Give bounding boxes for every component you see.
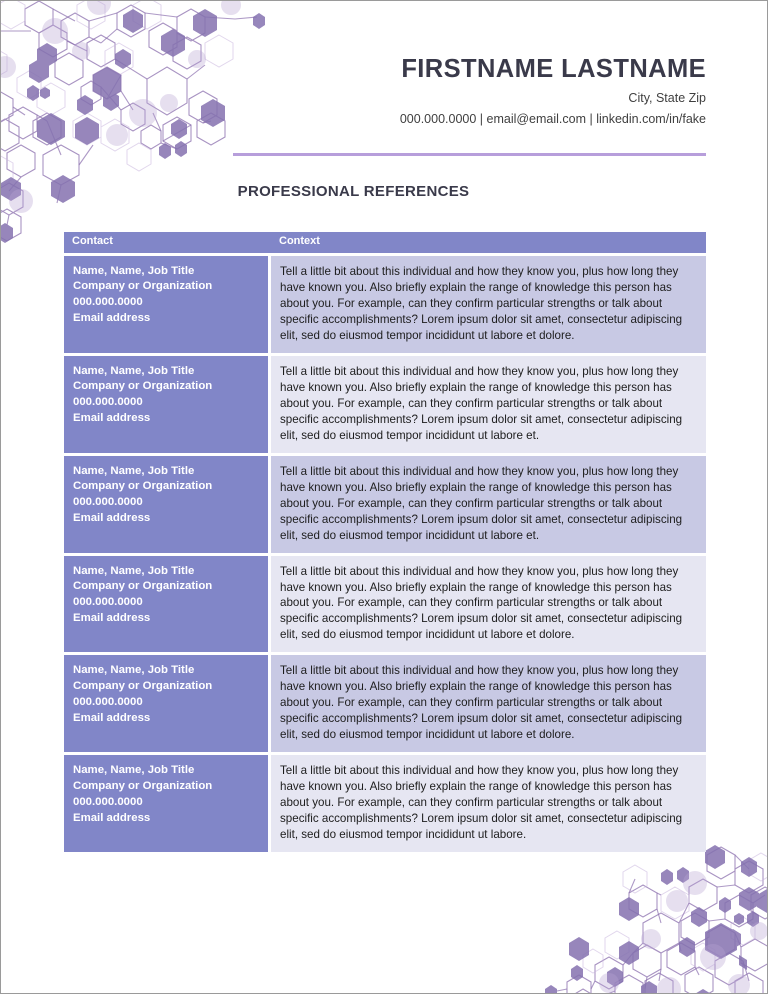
reference-contact-cell bbox=[64, 353, 271, 453]
reference-company: Company or Organization bbox=[73, 480, 213, 493]
table-row bbox=[64, 652, 706, 752]
table-row bbox=[64, 353, 706, 453]
reference-company: Company or Organization bbox=[73, 280, 213, 293]
table-row bbox=[64, 253, 706, 353]
reference-email: Email address bbox=[73, 611, 151, 624]
reference-phone: 000.000.0000 bbox=[73, 595, 143, 608]
reference-phone: 000.000.0000 bbox=[73, 496, 143, 509]
reference-name-title: Name, Name, Job Title bbox=[73, 764, 195, 777]
reference-company: Company or Organization bbox=[73, 580, 213, 593]
reference-phone: 000.000.0000 bbox=[73, 795, 143, 808]
reference-contact-cell bbox=[64, 652, 271, 752]
reference-contact-cell bbox=[64, 253, 271, 353]
column-header-context: Context bbox=[271, 232, 706, 253]
reference-name-title: Name, Name, Job Title bbox=[73, 464, 195, 477]
reference-phone: 000.000.0000 bbox=[73, 296, 143, 309]
table-header-row bbox=[64, 232, 706, 253]
reference-contact-cell bbox=[64, 553, 271, 653]
reference-context-cell: Tell a little bit about this individual and how they know you, plus how long they have known you. Also briefly explain the range of knowledge this person has about you. For example, can they confirm particular strengths or talk about specific accomplishments? Lorem ipsum dolor sit amet, consectetur adipiscing elit, sed do eiusmod tempor incididunt ut labore. bbox=[271, 752, 706, 852]
reference-name-title: Name, Name, Job Title bbox=[73, 264, 195, 277]
reference-contact-cell bbox=[64, 453, 271, 553]
reference-name-title: Name, Name, Job Title bbox=[73, 364, 195, 377]
page-title: FIRSTNAME LASTNAME bbox=[401, 55, 706, 83]
references-table bbox=[64, 232, 706, 852]
table-row bbox=[64, 752, 706, 852]
table-row bbox=[64, 453, 706, 553]
reference-context-cell: Tell a little bit about this individual and how they know you, plus how long they have known you. Also briefly explain the range of knowledge this person has about you. For example, can they confirm particular strengths or talk about specific accomplishments? Lorem ipsum dolor sit amet, consectetur adipiscing elit, sed do eiusmod tempor incididunt ut labore et dolore. bbox=[271, 652, 706, 752]
header-divider-rule bbox=[233, 153, 706, 156]
reference-email: Email address bbox=[73, 511, 151, 524]
reference-email: Email address bbox=[73, 711, 151, 724]
reference-company: Company or Organization bbox=[73, 780, 213, 793]
table-row bbox=[64, 553, 706, 653]
reference-context-cell: Tell a little bit about this individual and how they know you, plus how long they have known you. Also briefly explain the range of knowledge this person has about you. For example, can they confirm particular strengths or talk about specific accomplishments? Lorem ipsum dolor sit amet, consectetur adipiscing elit, sed do eiusmod tempor incididunt ut labore et. bbox=[271, 353, 706, 453]
reference-name-title: Name, Name, Job Title bbox=[73, 564, 195, 577]
section-title: PROFESSIONAL REFERENCES bbox=[237, 183, 470, 200]
reference-company: Company or Organization bbox=[73, 380, 213, 393]
reference-email: Email address bbox=[73, 411, 151, 424]
column-header-contact: Contact bbox=[64, 232, 271, 253]
reference-contact-cell bbox=[64, 752, 271, 852]
reference-context-cell: Tell a little bit about this individual and how they know you, plus how long they have known you. Also briefly explain the range of knowledge this person has about you. For example, can they confirm particular strengths or talk about specific accomplishments? Lorem ipsum dolor sit amet, consectetur adipiscing elit, sed do eiusmod tempor incididunt ut labore et dolore. bbox=[271, 253, 706, 353]
header-contact-line: 000.000.0000 | email@email.com | linkedin.com/in/fake bbox=[399, 111, 706, 126]
reference-email: Email address bbox=[73, 811, 151, 824]
reference-name-title: Name, Name, Job Title bbox=[73, 664, 195, 677]
header-city-line: City, State Zip bbox=[628, 91, 706, 106]
reference-company: Company or Organization bbox=[73, 680, 213, 693]
reference-phone: 000.000.0000 bbox=[73, 695, 143, 708]
hexagon-molecule-decoration-bottom-right bbox=[543, 839, 768, 994]
reference-context-cell: Tell a little bit about this individual and how they know you, plus how long they have known you. Also briefly explain the range of knowledge this person has about you. For example, can they confirm particular strengths or talk about specific accomplishments? Lorem ipsum dolor sit amet, consectetur adipiscing elit, sed do eiusmod tempor incididunt ut labore et. bbox=[271, 453, 706, 553]
reference-context-cell: Tell a little bit about this individual and how they know you, plus how long they have known you. Also briefly explain the range of knowledge this person has about you. For example, can they confirm particular strengths or talk about specific accomplishments? Lorem ipsum dolor sit amet, consectetur adipiscing elit, sed do eiusmod tempor incididunt ut labore et dolore. bbox=[271, 553, 706, 653]
reference-phone: 000.000.0000 bbox=[73, 396, 143, 409]
reference-email: Email address bbox=[73, 311, 151, 324]
resume-header bbox=[1, 55, 706, 127]
